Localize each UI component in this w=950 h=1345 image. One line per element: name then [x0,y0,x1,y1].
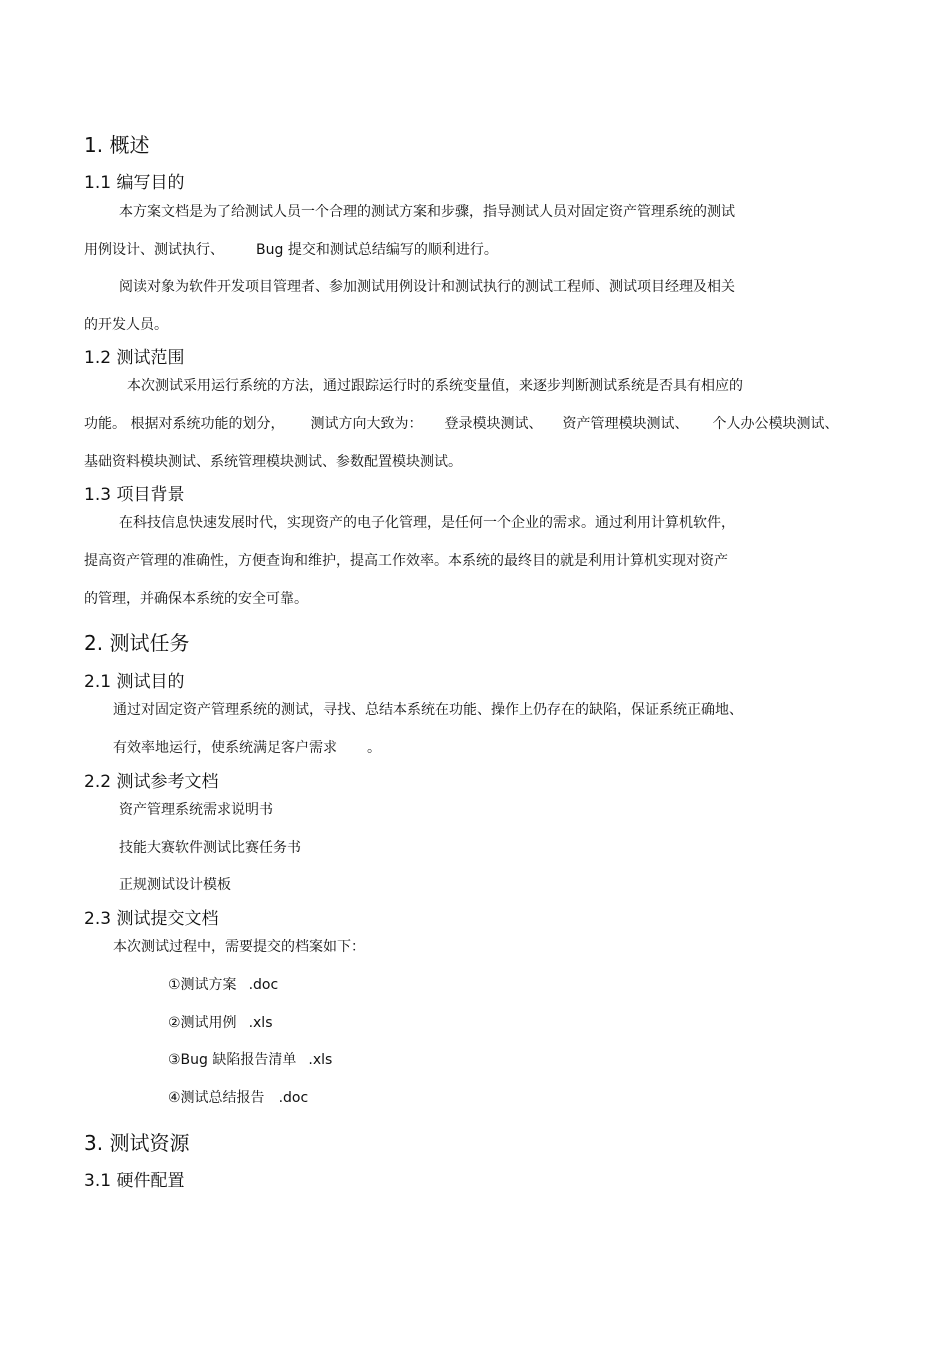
section-1-heading: 1. 概述 [84,133,150,157]
paragraph-line: 的管理，并确保本系统的安全可靠。 [84,591,308,607]
text-fragment: Bug 提交和测试总结编写的顺利进行。 [256,242,498,258]
list-item [168,1012,272,1032]
section-1-2-heading: 1.2 测试范围 [84,348,185,368]
section-2-3-heading: 2.3 测试提交文档 [84,909,219,929]
paragraph-line: 通过对固定资产管理系统的测试，寻找、总结本系统在功能、操作上仍存在的缺陷，保证系统正确地、 [113,702,743,718]
deliverable-ext: .xls [248,1015,273,1031]
paragraph-line: 本方案文档是为了给测试人员一个合理的测试方案和步骤，指导测试人员对固定资产管理系统的测试 [119,204,735,220]
text-fragment: 资产管理模块测试、 [562,416,689,432]
section-3-heading: 3. 测试资源 [84,1131,190,1155]
paragraph-line: 本次测试过程中，需要提交的档案如下： [113,939,365,955]
paragraph-line [84,413,838,433]
deliverable-name: ②测试用例 [168,1015,237,1031]
list-item [168,1087,308,1107]
paragraph-line: 的开发人员。 [84,317,168,333]
paragraph-line: 在科技信息快速发展时代，实现资产的电子化管理，是任何一个企业的需求。通过利用计算机软件， [119,515,735,531]
text-fragment: 功能。 根据对系统功能的划分， [84,416,285,432]
section-1-3-heading: 1.3 项目背景 [84,485,185,505]
list-item [168,1049,332,1069]
paragraph-line [84,239,498,259]
deliverable-ext: .doc [278,1090,309,1106]
paragraph-line: 阅读对象为软件开发项目管理者、参加测试用例设计和测试执行的测试工程师、测试项目经理及相关 [119,279,735,295]
paragraph-line: 基础资料模块测试、系统管理模块测试、参数配置模块测试。 [84,454,462,470]
section-2-2-heading: 2.2 测试参考文档 [84,772,219,792]
text-fragment: 个人办公模块测试、 [712,416,839,432]
text-fragment: 登录模块测试、 [444,416,543,432]
list-item [168,974,278,994]
section-3-1-heading: 3.1 硬件配置 [84,1171,185,1191]
section-1-1-heading: 1.1 编写目的 [84,173,185,193]
paragraph-line [113,737,381,757]
paragraph-line: 本次测试采用运行系统的方法，通过跟踪运行时的系统变量值，来逐步判断测试系统是否具有相应的 [127,378,743,394]
list-item: 正规测试设计模板 [119,877,231,893]
deliverable-name: ①测试方案 [168,977,237,993]
text-fragment: 有效率地运行，使系统满足客户需求 [113,740,337,756]
list-item: 资产管理系统需求说明书 [119,802,273,818]
list-item: 技能大赛软件测试比赛任务书 [119,840,301,856]
text-fragment: 测试方向大致为： [310,416,423,432]
section-2-heading: 2. 测试任务 [84,631,190,655]
deliverable-ext: .doc [248,977,279,993]
deliverable-name: ③Bug 缺陷报告清单 [168,1052,297,1068]
section-2-1-heading: 2.1 测试目的 [84,672,185,692]
deliverable-ext: .xls [308,1052,333,1068]
text-fragment: 。 [367,740,381,756]
deliverable-name: ④测试总结报告 [168,1090,265,1106]
paragraph-line: 提高资产管理的准确性，方便查询和维护，提高工作效率。本系统的最终目的就是利用计算机实现对资产 [84,553,728,569]
text-fragment: 用例设计、测试执行、 [84,242,224,258]
